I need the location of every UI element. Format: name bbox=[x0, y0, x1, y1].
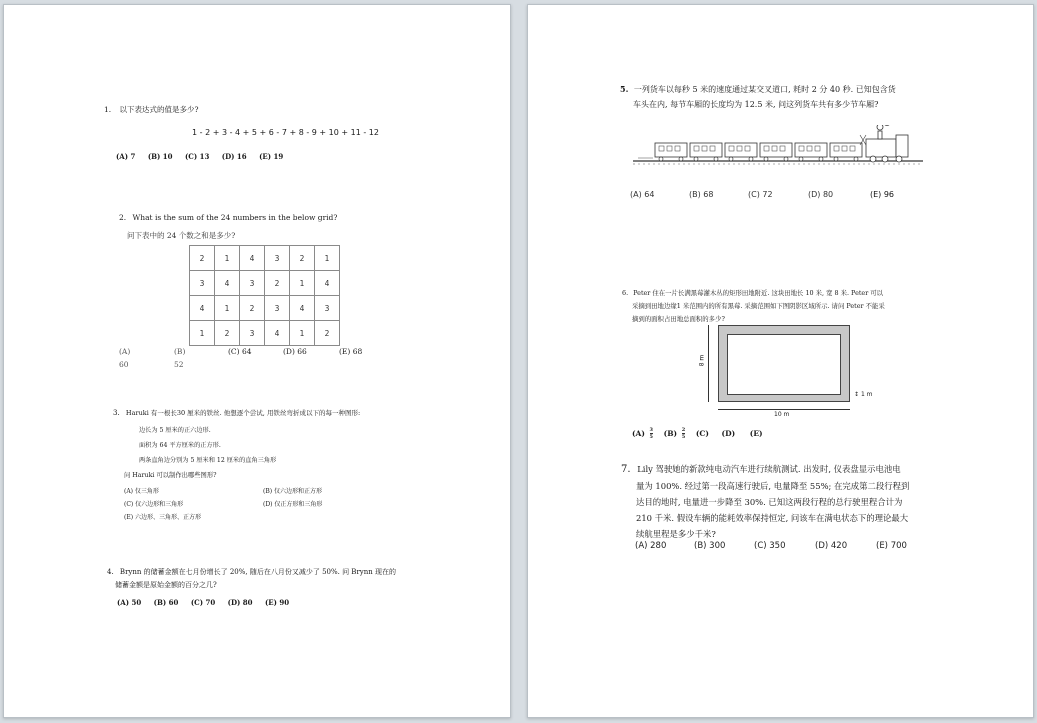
question-text-line1: Lily 驾驶她的新款纯电动汽车进行续航测试. 出发时, 仪表盘显示电池电 bbox=[637, 464, 901, 474]
grid-cell: 1 bbox=[190, 321, 215, 346]
question-text: Haruki 有一根长30 厘米的铁丝. 他想逐个尝试, 用铁丝弯折成以下的每一种图形: bbox=[125, 409, 361, 417]
option-c: (C) 13 bbox=[184, 152, 210, 161]
question-number: 7. bbox=[621, 464, 631, 475]
grid-row bbox=[190, 296, 340, 321]
label-border bbox=[854, 391, 873, 398]
option-b: (B) 300 bbox=[694, 541, 726, 551]
fraction-a bbox=[650, 427, 653, 440]
option-e: (E) 19 bbox=[259, 152, 284, 161]
option-b: (B) bbox=[663, 428, 678, 438]
grid-cell: 3 bbox=[265, 246, 290, 271]
fraction-denominator: 5 bbox=[681, 434, 686, 440]
option-a: (A) 50 bbox=[117, 598, 142, 607]
question-text-line2: 储蓄金额是原始金额的百分之几? bbox=[115, 581, 217, 589]
label-width: 10 m bbox=[774, 411, 790, 418]
question-text-line2: 车头在内, 每节车厢的长度均为 12.5 米, 问这列货车共有多少节车厢? bbox=[633, 100, 879, 109]
question-text-line1: Peter 住在一片长满黑莓灌木丛的矩形田地附近. 这块田地长 10 米, 宽 8 米. Peter 可以 bbox=[633, 289, 884, 297]
question-text-line1: 一列货车以每秒 5 米的速度通过某交叉道口, 耗时 2 分 40 秒. 已知包含货 bbox=[633, 85, 896, 94]
question-text-line2: 采摘到田地边缘1 米范围内的所有黑莓. 采摘范围如下图阴影区域所示. 请问 Peter 不能采 bbox=[632, 302, 885, 310]
options-q6 bbox=[632, 427, 763, 440]
grid-row bbox=[190, 321, 340, 346]
document-page-left bbox=[3, 4, 511, 718]
grid-row bbox=[190, 246, 340, 271]
list-item: 两条直角边分别为 5 厘米和 12 厘米的直角三角形 bbox=[139, 457, 277, 464]
question-3-ask: 问 Haruki 可以制作出哪些图形? bbox=[124, 472, 217, 479]
option-d: (D) 16 bbox=[221, 152, 247, 161]
grid-cell: 4 bbox=[315, 271, 340, 296]
list-item: 边长为 5 厘米的正六边形. bbox=[139, 427, 211, 434]
option-d: (D) 80 bbox=[808, 190, 834, 199]
question-text-line3: 达目的地时, 电量进一步降至 30%. 已知这两段行程的总行驶里程合计为 bbox=[636, 497, 903, 507]
options-q3 bbox=[124, 485, 424, 524]
grid-cell: 3 bbox=[315, 296, 340, 321]
field-inner-area bbox=[727, 334, 841, 395]
question-text: 以下表达式的值是多少? bbox=[119, 105, 199, 114]
option-b: (B) 仅六边形和正方形 bbox=[263, 488, 322, 495]
train-illustration bbox=[633, 125, 923, 175]
grid-cell: 2 bbox=[215, 321, 240, 346]
option-b: (B) 68 bbox=[689, 190, 714, 199]
document-page-right bbox=[527, 4, 1034, 718]
option-e: (E) 96 bbox=[870, 190, 895, 199]
grid-cell: 2 bbox=[265, 271, 290, 296]
grid-cell: 4 bbox=[240, 246, 265, 271]
option-c: (C) 72 bbox=[748, 190, 773, 199]
question-text-line5: 续航里程是多少千米? bbox=[636, 529, 716, 539]
option-c: (C) bbox=[695, 428, 709, 438]
grid-cell: 2 bbox=[240, 296, 265, 321]
question-text-en: What is the sum of the 24 numbers in the below grid? bbox=[132, 213, 338, 222]
option-d: (D) 仅正方形和三角形 bbox=[263, 501, 323, 508]
grid-cell: 3 bbox=[240, 271, 265, 296]
options-q1 bbox=[116, 152, 293, 161]
question-2 bbox=[119, 211, 337, 224]
list-item: 面积为 64 平方厘米的正方形. bbox=[139, 442, 221, 449]
question-number: 4. bbox=[107, 568, 114, 576]
fraction-numerator: 2 bbox=[681, 427, 686, 433]
grid-cell: 3 bbox=[265, 296, 290, 321]
option-c: (C) 仅六边形和三角形 bbox=[124, 501, 184, 508]
question-5 bbox=[620, 82, 1015, 112]
question-1 bbox=[104, 103, 199, 116]
option-a: (A) 60 bbox=[119, 347, 131, 369]
option-a: (A) 7 bbox=[116, 152, 136, 161]
grid-cell: 1 bbox=[315, 246, 340, 271]
grid-cell: 1 bbox=[215, 246, 240, 271]
option-c: (C) 70 bbox=[190, 598, 216, 607]
option-e: (E) bbox=[749, 428, 763, 438]
grid-row bbox=[190, 271, 340, 296]
option-e: (E) 六边形、三角形、正方形 bbox=[124, 514, 201, 521]
option-a: (A) 仅三角形 bbox=[124, 488, 159, 495]
option-b: (B) 10 bbox=[147, 152, 173, 161]
question-number: 2. bbox=[119, 213, 127, 222]
option-b: (B) 52 bbox=[174, 347, 186, 369]
option-d: (D) 66 bbox=[283, 347, 307, 356]
question-4 bbox=[107, 566, 502, 592]
fraction-b bbox=[682, 427, 685, 440]
grid-cell: 4 bbox=[215, 271, 240, 296]
option-e: (E) 90 bbox=[264, 598, 290, 607]
field-diagram bbox=[718, 325, 850, 402]
grid-cell: 2 bbox=[315, 321, 340, 346]
dimension-line bbox=[708, 325, 709, 402]
option-d: (D) 420 bbox=[815, 541, 848, 551]
options-q4 bbox=[117, 598, 299, 607]
grid-cell: 4 bbox=[290, 296, 315, 321]
dimension-line bbox=[718, 409, 850, 410]
number-grid bbox=[189, 245, 340, 346]
option-e: (E) 700 bbox=[876, 541, 907, 551]
option-c: (C) 64 bbox=[228, 347, 252, 356]
fraction-numerator: 3 bbox=[649, 427, 654, 433]
question-3 bbox=[113, 408, 493, 417]
grid-cell: 4 bbox=[190, 296, 215, 321]
label-border-text: 1 m bbox=[860, 391, 873, 398]
option-e: (E) 68 bbox=[339, 347, 363, 356]
question-number: 5. bbox=[620, 84, 629, 94]
question-text-line2: 量为 100%. 经过第一段高速行驶后, 电量降至 55%; 在完成第二段行程到 bbox=[636, 481, 910, 491]
question-6 bbox=[622, 287, 1022, 326]
option-d: (D) 80 bbox=[227, 598, 253, 607]
question-number: 1. bbox=[104, 105, 112, 114]
up-arrow-icon: ↕ bbox=[854, 391, 860, 398]
question-text-line1: Brynn 的储蓄金额在七月份增长了 20%, 随后在八月份又减少了 50%. 问 Brynn 现在的 bbox=[119, 568, 396, 576]
expression: 1 - 2 + 3 - 4 + 5 + 6 - 7 + 8 - 9 + 10 + 11 - 12 bbox=[192, 128, 379, 137]
grid-cell: 3 bbox=[240, 321, 265, 346]
grid-cell: 3 bbox=[190, 271, 215, 296]
option-d: (D) bbox=[721, 428, 736, 438]
grid-cell: 1 bbox=[290, 321, 315, 346]
question-3-items bbox=[139, 423, 276, 468]
option-a: (A) 280 bbox=[635, 541, 667, 551]
option-c: (C) 350 bbox=[754, 541, 786, 551]
question-number: 6. bbox=[622, 289, 629, 297]
question-number: 3. bbox=[113, 409, 120, 417]
grid-cell: 2 bbox=[190, 246, 215, 271]
question-7 bbox=[621, 461, 1021, 542]
grid-cell: 1 bbox=[290, 271, 315, 296]
question-text-cn: 问下表中的 24 个数之和是多少? bbox=[127, 231, 236, 240]
option-b: (B) 60 bbox=[153, 598, 179, 607]
fraction-denominator: 5 bbox=[649, 434, 654, 440]
option-a: (A) 64 bbox=[630, 190, 655, 199]
grid-cell: 1 bbox=[215, 296, 240, 321]
label-height: 8 m bbox=[698, 354, 706, 367]
option-a: (A) bbox=[632, 428, 645, 438]
question-text-line4: 210 千米. 假设车辆的能耗效率保持恒定, 问该车在满电状态下的理论最大 bbox=[636, 513, 909, 523]
grid-cell: 2 bbox=[290, 246, 315, 271]
question-text-line3: 摘到的面积占田地总面积的多少? bbox=[632, 315, 725, 323]
grid-cell: 4 bbox=[265, 321, 290, 346]
